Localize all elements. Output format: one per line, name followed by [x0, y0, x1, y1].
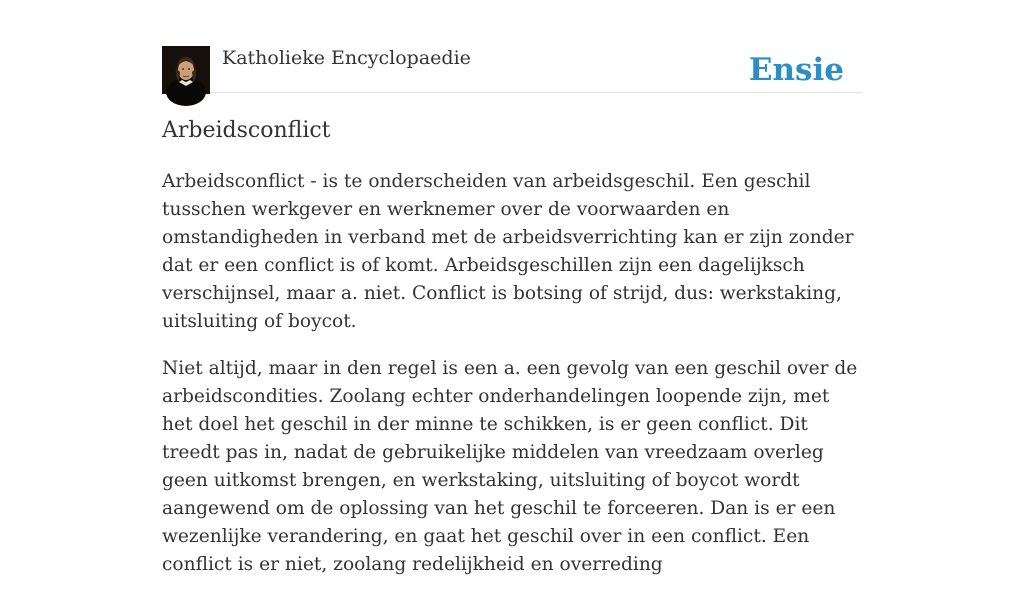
site-name[interactable]: Katholieke Encyclopaedie — [222, 47, 471, 69]
article-body — [162, 168, 862, 598]
brand-logo[interactable]: Ensie — [748, 52, 844, 88]
portrait-avatar-icon[interactable] — [162, 46, 210, 94]
site-header — [162, 46, 862, 93]
paragraph: Niet altijd, maar in den regel is een a. een gevolg van een geschil over de arbeidscondities. Zoolang echter onderhandelingen loopende zijn, met het doel het geschil in der minne te schikken, is er geen conflict. Dit treedt pas in, nadat de gebruikelijke middelen van vreedzaam overleg geen uitkomst brengen, en werkstaking, uitsluiting of boycot wordt aangewend om de oplossing van het geschil te forceeren. Dan is er een wezenlijke verandering, en gaat het geschil over in een conflict. Een conflict is er niet, zoolang redelijkheid en overreding — [162, 358, 858, 575]
page-title: Arbeidsconflict — [162, 118, 331, 143]
paragraph: Arbeidsconflict - is te onderscheiden van arbeidsgeschil. Een geschil tusschen werkgever en werknemer over de voorwaarden en omstandigheden in verband met de arbeidsverrichting kan er zijn zonder dat er een conflict is of komt. Arbeidsgeschillen zijn een dagelijksch verschijnsel, maar a. niet. Conflict is botsing of strijd, dus: werkstaking, uitsluiting of boycot. — [162, 171, 854, 332]
portrait-icon — [162, 46, 210, 94]
